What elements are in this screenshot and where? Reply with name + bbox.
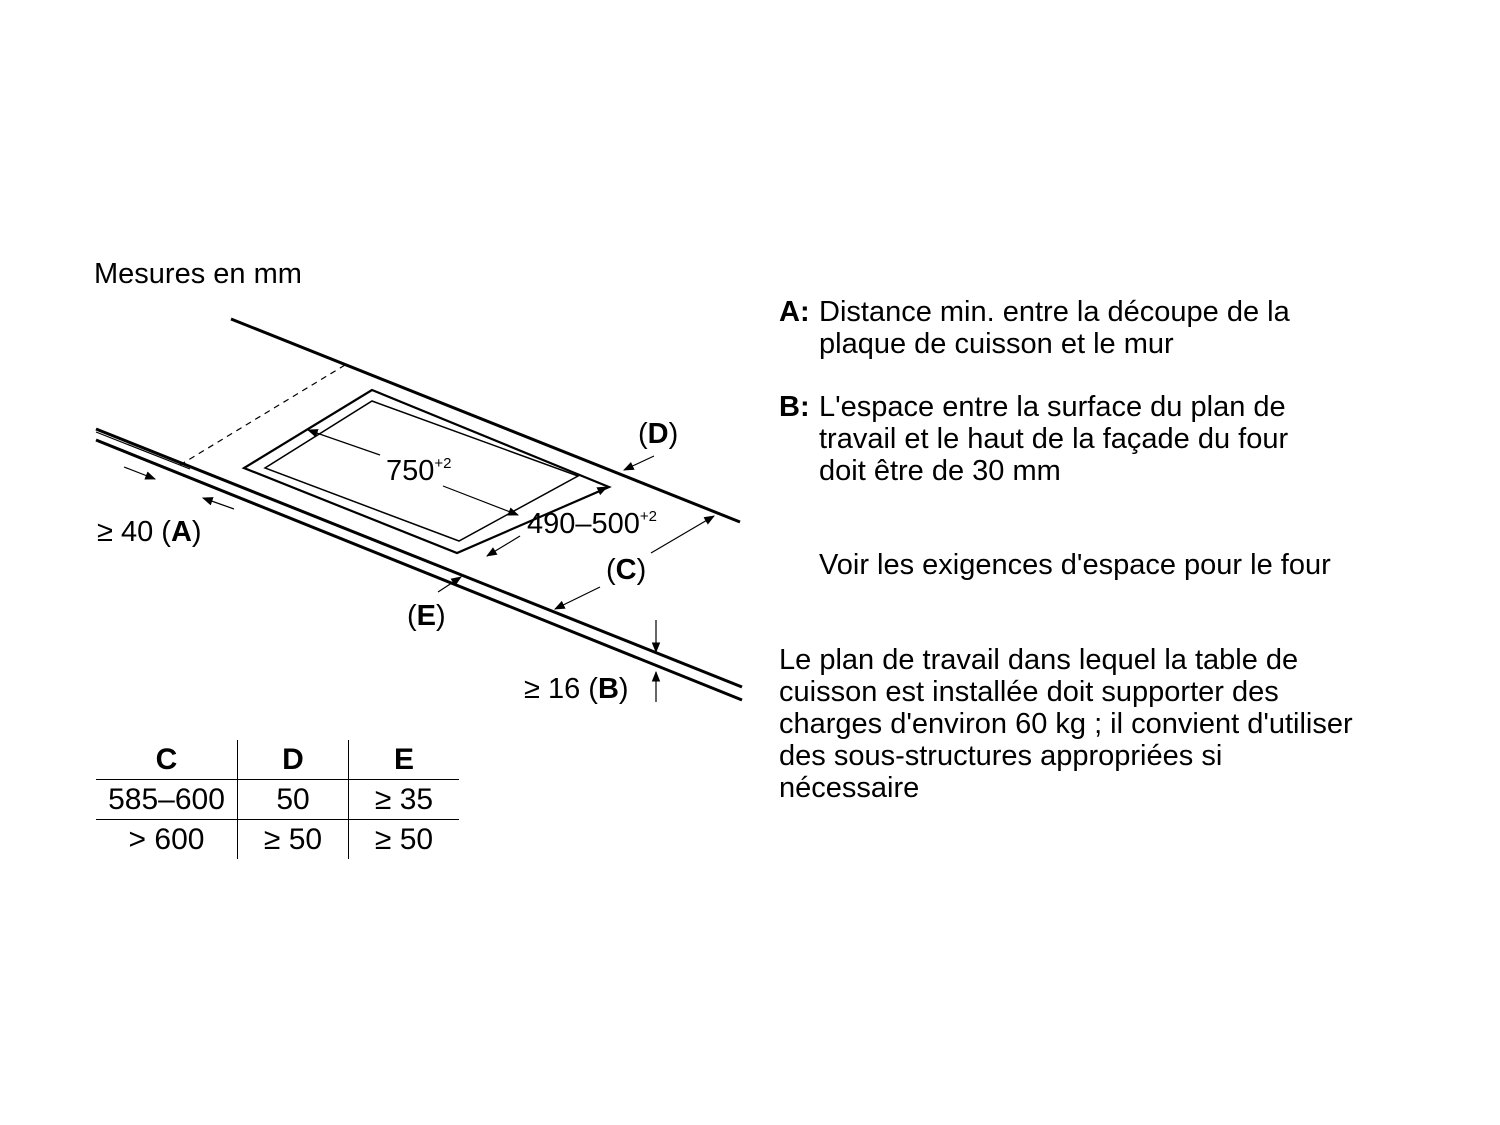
- legend-text-b: L'espace entre la surface du plan de travail et le haut de la façade du four doit être de 30 mm: [819, 391, 1289, 487]
- legend-text-a: Distance min. entre la découpe de la plaque de cuisson et le mur: [819, 296, 1290, 360]
- label-a: ≥ 40 (A): [97, 516, 202, 548]
- table-cell: 50: [238, 780, 349, 820]
- label-b: ≥ 16 (B): [524, 673, 629, 705]
- table-cell: ≥ 50: [238, 820, 349, 860]
- table-header-e: E: [349, 740, 460, 780]
- wall-guide-dashed: [180, 365, 345, 465]
- table-cell: ≥ 35: [349, 780, 460, 820]
- table-header-row: [96, 740, 459, 780]
- label-e: (E): [407, 600, 446, 632]
- dim-490-upper-arrow: [580, 487, 607, 500]
- table-cell: 585–600: [96, 780, 238, 820]
- table-cell: > 600: [128, 822, 205, 856]
- dim-750-left-arrow: [308, 430, 380, 455]
- table-row: [96, 780, 459, 820]
- table-row: [96, 820, 459, 860]
- oven-note: Voir les exigences d'espace pour le four: [819, 549, 1331, 581]
- dimension-table: [96, 740, 459, 859]
- dim-490-label: $490-500^{+2}$: [527, 508, 658, 540]
- dim-750-right-arrow: [443, 486, 518, 515]
- units-label: Mesures en mm: [94, 258, 302, 290]
- dim-c-lower-arrow: [555, 587, 600, 609]
- table-header-c: C: [96, 740, 238, 780]
- dim-750-label: $750^{+2}$: [386, 455, 452, 487]
- dim-a-right-arrow: [203, 498, 234, 509]
- legend-key-b: B:: [779, 391, 810, 423]
- table-header-d: D: [238, 740, 349, 780]
- front-edge-guide: [96, 432, 190, 469]
- dim-d-arrow: [624, 456, 654, 470]
- legend-key-a: A:: [779, 296, 810, 328]
- dim-a-left-arrow: [124, 467, 155, 479]
- label-c: (C): [606, 554, 647, 586]
- load-note: Le plan de travail dans lequel la table de cuisson est installée doit supporter des charges d'environ 60 kg ; il convient d'utiliser des sous-structures appropriées si nécessaire: [779, 644, 1353, 804]
- table-cell: ≥ 50: [349, 820, 460, 860]
- dim-c-upper-arrow: [651, 516, 714, 553]
- label-d: (D): [638, 418, 679, 450]
